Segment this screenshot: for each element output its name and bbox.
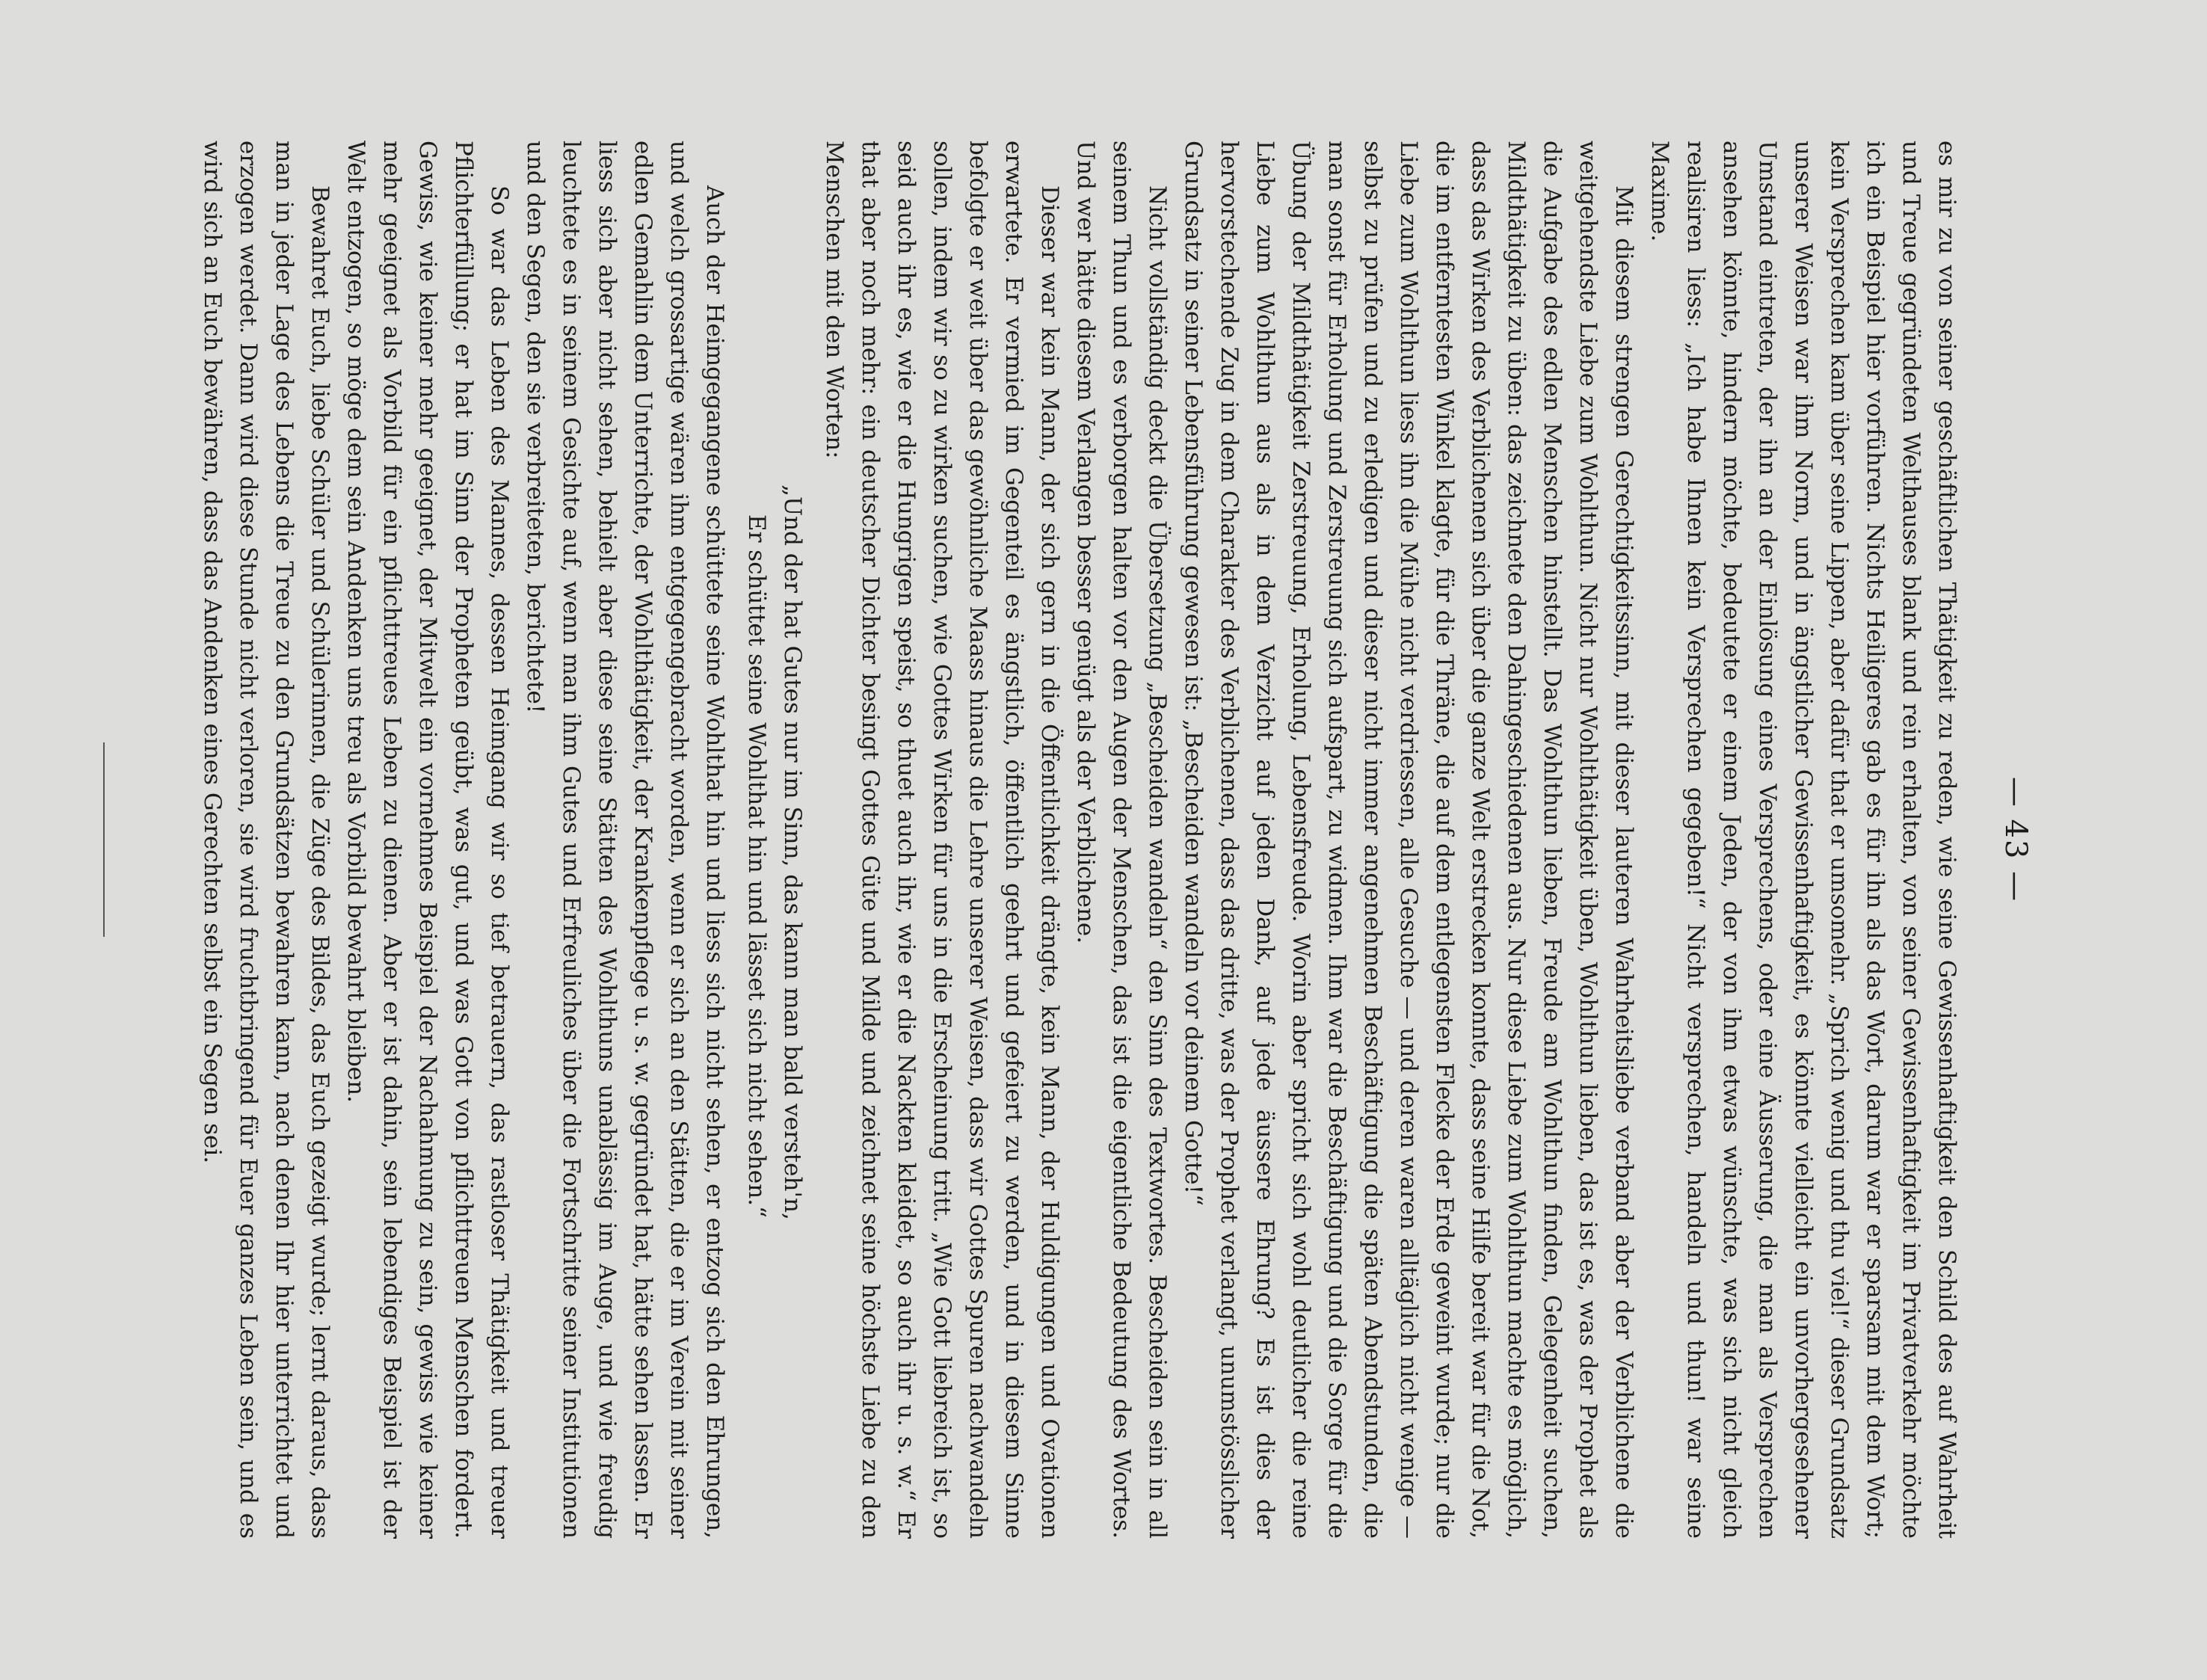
closing-divider	[103, 742, 105, 937]
poem-line-1: „Und der hat Gutes nur im Sinn, das kann man bald versteh'n,	[779, 484, 806, 1220]
paragraph-2: Mit diesem strengen Gerechtigkeitssinn, mit dieser lauteren Wahrheitsliebe verband aber der Verblichene die weitgehendste Liebe zum Wohlthun. Nicht nur Wohlthätigkeit üben, Wohlthun lieben, das ist es, was der Prophet als die Aufgabe des edlen Menschen hinstellt. Das Wohlthun lieben, Freude am Wohlthun finden, Gelegenheit suchen, Mildthätigkeit zu üben: das zeichnete den Dahingeschiedenen aus. Nur diese Liebe zum Wohlthun machte es möglich, dass das Wirken des Verblichenen sich über die ganze Welt erstrecken konnte, dass seine Hilfe bereit war für die Not, die im entferntesten Winkel klagte, für die Thräne, die auf dem entlegensten Flecke der Erde geweint wurde; nur die Liebe zum Wohlthun liess ihn die Mühe nicht verdriessen, alle Gesuche — und deren waren alltäglich nicht wenige — selbst zu prüfen und zu erledigen und dieser nicht immer angenehmen Beschäftigung die späten Abendstunden, die man sonst für Erholung und Zerstreuung sich aufspart, zu widmen. Ihm war die Beschäftigung und die Sorge für die Übung der Mildthätigkeit Zerstreuung, Erholung, Lebensfreude. Worin aber spricht sich wohl deutlicher die reine Liebe zum Wohlthun aus als in dem Verzicht auf jeden Dank, auf jede äussere Ehrung? Es ist dies der hervorstechende Zug in dem Charakter des Verblichenen, dass das dritte, was der Prophet verlangt, unumstösslicher Grundsatz in seiner Lebensführung gewesen ist: „Bescheiden wandeln vor deinem Gotte!“	[1180, 141, 1637, 1539]
paragraph-6: So war das Leben des Mannes, dessen Heimgang wir so tief betrauern, das rastloser Thätigkeit und treuer Pflichterfüllung; er hat im Sinn der Propheten geübt, was gut, und was Gott von pflichttreuen Menschen fordert. Gewiss, wie keiner mehr geeignet, der Mitwelt ein vornehmes Beispiel der Nachahmung zu sein, gewiss wie keiner mehr geeignet als Vorbild für ein pflichttreues Leben zu dienen. Aber er ist dahin, sein lebendiges Beispiel ist der Welt entzogen, so möge dem sein Andenken uns treu als Vorbild bewahrt bleiben.	[342, 141, 513, 1539]
paragraph-4: Dieser war kein Mann, der sich gern in die Öffentlichkeit drängte, kein Mann, der Huldigungen und Ovationen erwartete. Er vermied im Gegenteil es ängstlich, öffentlich geehrt und gefeiert zu werden, und in diesem Sinne befolgte er weit über das gewöhnliche Maass hinaus die Lehre unserer Weisen, dass wir Gottes Spuren nachwandeln sollen, indem wir so zu wirken suchen, wie Gottes Wirken für uns in die Erscheinung tritt. „Wie Gott liebreich ist, so seid auch ihr es, wie er die Hungrigen speist, so thuet auch ihr, wie er die Nackten kleidet, so auch ihr u. s. w.“ Er that aber noch mehr: ein deutscher Dichter besingt Gottes Güte und Milde und zeichnet seine höchste Liebe zu den Menschen mit den Worten:	[821, 141, 1063, 1539]
poem-line-2: Er schüttet seine Wohlthat hin und lässet sich nicht sehen.“	[743, 514, 770, 1218]
paragraph-3: Nicht vollständig deckt die Übersetzung „Bescheiden wandeln“ den Sinn des Textwortes. Bescheiden sein in all seinem Thun und es verborgen halten vor den Augen der Menschen, das ist die eigentliche Bedeutung des Wortes. Und wer hätte diesem Verlangen besser genügt als der Verblichene.	[1072, 141, 1171, 1539]
paragraph-1: es mir zu von seiner geschäftlichen Thätigkeit zu reden, wie seine Gewissenhaftigkeit den Schild des auf Wahrheit und Treue gegründeten Welthauses blank und rein erhalten, von seiner Gewissenhaftigkeit im Privatverkehr möchte ich ein Beispiel hier vorführen. Nichts Heiligeres gab es für ihn als das Wort, darum war er sparsam mit dem Wort; kein Versprechen kam über seine Lippen, aber dafür that er umsomehr. „Sprich wenig und thu viel!“ dieser Grundsatz unserer Weisen war ihm Norm, und in ängstlicher Gewissenhaftigkeit, es könnte vielleicht ein unvorhergesehener Umstand eintreten, der ihn an der Einlösung eines Versprechens, oder eine Äusserung, die man als Versprechen ansehen könnte, hindern möchte, bedeutete er einem Jeden, der von ihm etwas wünschte, was sich nicht gleich realisiren liess: „Ich habe Ihnen kein Versprechen gegeben!“ Nicht versprechen, handeln und thun! war seine Maxime.	[1646, 141, 1960, 1539]
printed-page	[117, 70, 2090, 1610]
paragraph-5: Auch der Heimgegangene schüttete seine Wohlthat hin und liess sich nicht sehen, er entzog sich den Ehrungen, und welch grossartige wären ihm entgegengebracht worden, wenn er sich an den Stätten, die er im Verein mit seiner edlen Gemahlin dem Unterrichte, der Wohlthätigkeit, der Krankenpflege u. s. w. gegründet hat, hätte sehen lassen. Er liess sich aber nicht sehen, behielt aber diese seine Stätten des Wohlthuns unablässig im Auge, und wie freudig leuchtete es in seinem Gesichte auf, wenn man ihm Gutes und Erfreuliches über die Fortschritte seiner Institutionen und den Segen, den sie verbreiteten, berichtete!	[522, 141, 728, 1539]
paragraph-7: Bewahret Euch, liebe Schüler und Schülerinnen, die Züge des Bildes, das Euch gezeigt wurde; lernt daraus, dass man in jeder Lage des Lebens die Treue zu den Grundsätzen bewahren kann, nach denen Ihr hier unterrichtet und erzogen werdet. Dann wird diese Stunde nicht verloren, sie wird fruchtbringend für Euer ganzes Leben sein, und es wird sich an Euch bewähren, dass das Andenken eines Gerechten selbst ein Segen sei.	[199, 141, 333, 1539]
page-number: — 43 —	[1998, 776, 2033, 903]
poem-quote	[739, 484, 810, 1539]
